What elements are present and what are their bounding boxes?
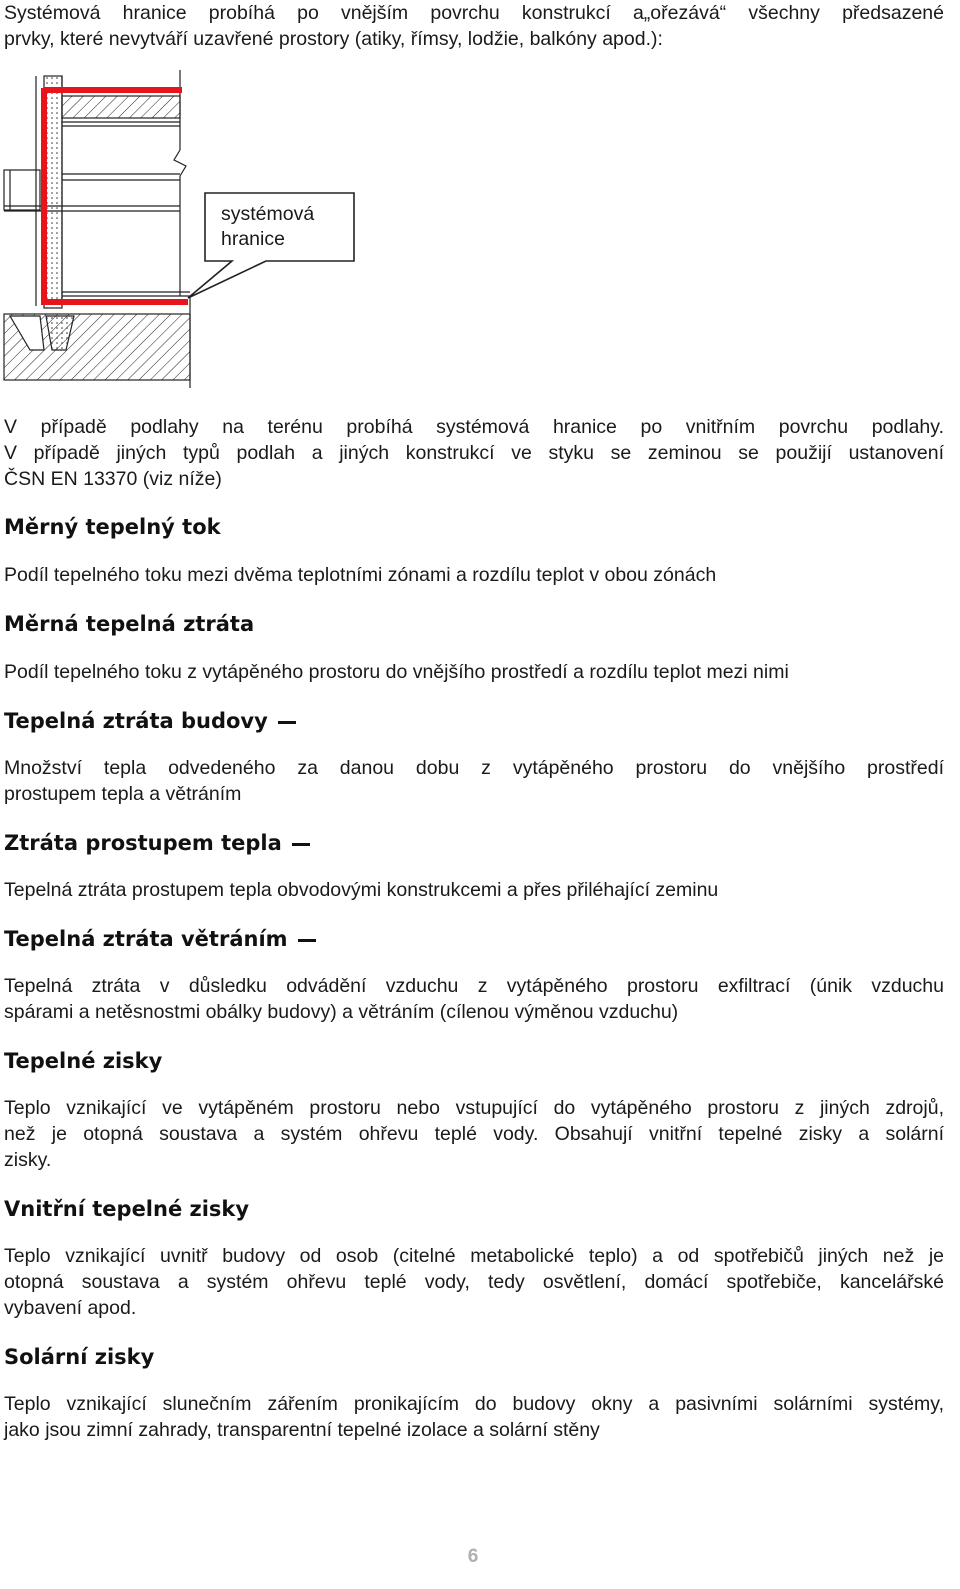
section-heading: Solární zisky [4, 1345, 155, 1369]
section-text: prostupem tepla a větráním [4, 783, 242, 805]
section-text: vybavení apod. [4, 1297, 137, 1319]
section-text: otopná soustava a systém ohřevu teplé vody, tedy osvětlení, domácí spotřebiče, kancelářské [4, 1271, 944, 1293]
page-number: 6 [467, 1546, 479, 1567]
intro-line-2: prvky, které nevytváří uzavřené prostory (atiky, římsy, lodžie, balkóny apod.): [4, 28, 663, 50]
floor-paragraph-line-1: V případě podlahy na terénu probíhá systémová hranice po vnitřním povrchu podlahy. [4, 416, 944, 438]
section-heading: Tepelné zisky [4, 1049, 163, 1073]
section-heading: Měrný tepelný tok [4, 515, 221, 539]
section-heading: Tepelná ztráta větráním [4, 925, 316, 953]
section-heading: Měrná tepelná ztráta [4, 612, 255, 636]
section-text: Teplo vznikající slunečním zářením pronikajícím do budovy okny a pasivními solárními systémy, [4, 1393, 944, 1415]
middle-slab [4, 170, 180, 211]
section-text: spárami a netěsnostmi obálky budovy) a větráním (cílenou výměnou vzduchu) [4, 1001, 679, 1023]
dash-mark [292, 843, 310, 846]
floor-paragraph-line-2: V případě jiných typů podlah a jiných konstrukcí ve styku se zeminou se použijí ustanovení [4, 442, 944, 464]
section-heading: Tepelná ztráta budovy [4, 707, 296, 735]
section-heading: Ztráta prostupem tepla [4, 829, 310, 857]
section-text: Množství tepla odvedeného za danou dobu z vytápěného prostoru do vnějšího prostředí [4, 757, 944, 779]
section-text: jako jsou zimní zahrady, transparentní tepelné izolace a solární stěny [4, 1419, 600, 1441]
section-text: Tepelná ztráta v důsledku odvádění vzduchu z vytápěného prostoru exfiltrací (únik vzduchu [4, 975, 944, 997]
section-text: Teplo vznikající uvnitř budovy od osob (citelné metabolické teplo) a od spotřebičů jiných než je [4, 1245, 944, 1267]
intro-line-1: Systémová hranice probíhá po vnějším povrchu konstrukcí a„ořezává“ všechny předsazené [4, 2, 944, 24]
section-text: zisky. [4, 1149, 52, 1171]
floor-paragraph-line-3: ČSN EN 13370 (viz níže) [4, 468, 222, 490]
section-text: Podíl tepelného toku z vytápěného prostoru do vnějšího prostředí a rozdílu teplot mezi nimi [4, 661, 789, 683]
upper-slab [62, 96, 180, 126]
system-boundary-diagram [0, 66, 380, 396]
ground-floor [4, 292, 190, 380]
section-text: Tepelná ztráta prostupem tepla obvodovými konstrukcemi a přes přiléhající zeminu [4, 879, 719, 901]
system-boundary-line-vertical [44, 88, 188, 302]
section-text: Podíl tepelného toku mezi dvěma teplotními zónami a rozdílu teplot v obou zónách [4, 564, 717, 586]
section-heading: Vnitřní tepelné zisky [4, 1197, 250, 1221]
dash-mark [278, 721, 296, 724]
dash-mark [298, 939, 316, 942]
section-text: Teplo vznikající ve vytápěném prostoru nebo vstupující do vytápěného prostoru z jiných zdrojů, [4, 1097, 944, 1119]
callout-label: systémová hranice [221, 203, 315, 250]
section-text: než je otopná soustava a systém ohřevu teplé vody. Obsahují vnitřní tepelné zisky a solární [4, 1123, 944, 1145]
